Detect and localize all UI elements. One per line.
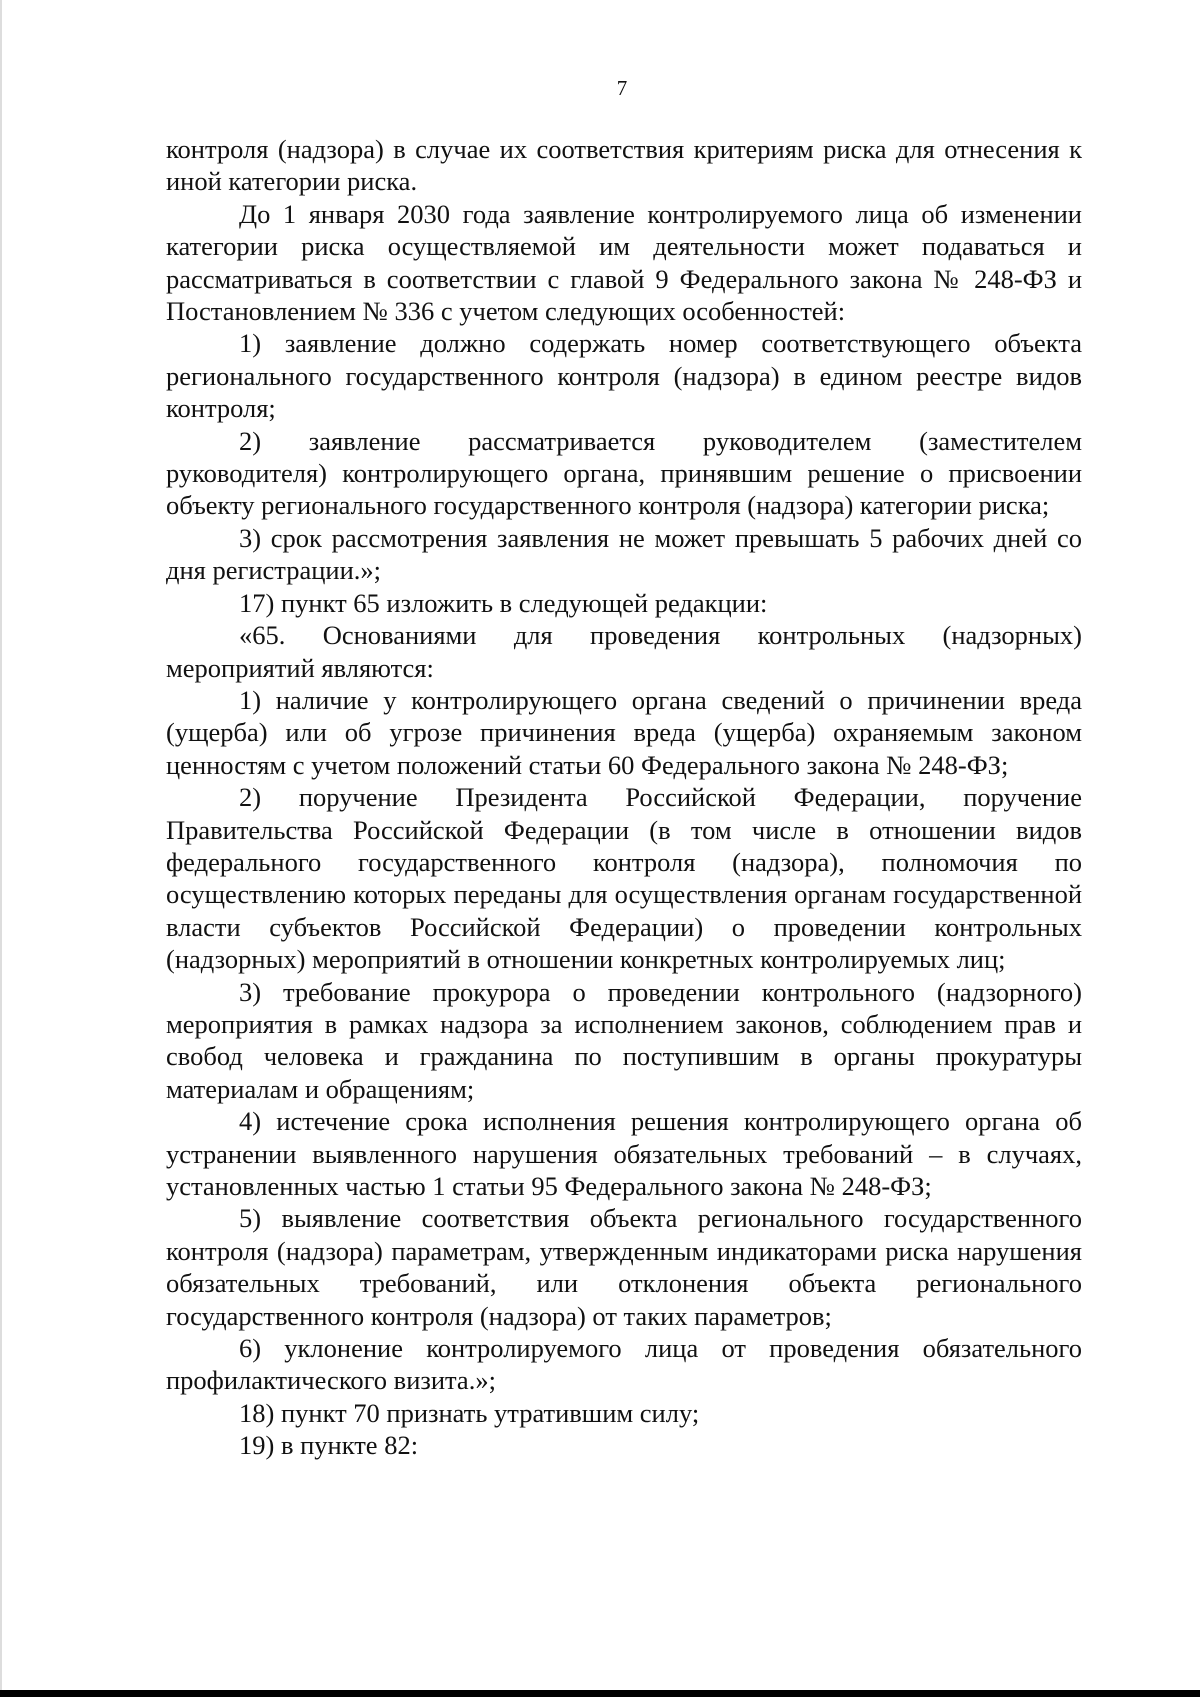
- list-item: 2) заявление рассматривается руководителем (заместителем руководителя) контролирующего органа, принявшим решение о присвоении объекту регионального государственного контроля (надзора) категории риска;: [166, 425, 1082, 521]
- amendment-item: 18) пункт 70 признать утратившим силу;: [239, 1397, 700, 1428]
- amendment-item: 19) в пункте 82:: [239, 1430, 419, 1461]
- paragraph: «65. Основаниями для проведения контрольных (надзорных) мероприятий являются:: [166, 620, 1082, 683]
- page-bottom-edge: [0, 1690, 1200, 1697]
- list-item: 2) поручение Президента Российской Федерации, поручение Правительства Российской Федерации (в том числе в отношении видов федерального государственного контроля (надзора), полномочия по осуществлению которых переданы для осуществления органам государственной власти субъектов Российской Федерации) о проведении контрольных (надзорных) мероприятий в отношении конкретных контролируемых лиц;: [166, 782, 1082, 975]
- list-item: 1) наличие у контролирующего органа сведений о причинении вреда (ущерба) или об угрозе причинения вреда (ущерба) охраняемым законом ценностям с учетом положений статьи 60 Федерального закона № 248-ФЗ;: [166, 684, 1082, 780]
- list-item: 5) выявление соответствия объекта регионального государственного контроля (надзора) параметрам, утвержденным индикаторами риска нарушения обязательных требований, или отклонения объекта регионального государственного контроля (надзора) от таких параметров;: [166, 1203, 1082, 1331]
- scan-edge: [0, 0, 2, 1690]
- list-item: 3) требование прокурора о проведении контрольного (надзорного) мероприятия в рамках надзора за исполнением законов, соблюдением прав и свобод человека и гражданина по поступившим в органы прокуратуры материалам и обращениям;: [166, 976, 1082, 1104]
- list-item: 4) истечение срока исполнения решения контролирующего органа об устранении выявленного нарушения обязательных требований – в случаях, установленных частью 1 статьи 95 Федерального закона № 248-ФЗ;: [166, 1106, 1082, 1201]
- list-item: 6) уклонение контролируемого лица от проведения обязательного профилактического визита.»;: [166, 1333, 1082, 1396]
- list-item: 3) срок рассмотрения заявления не может превышать 5 рабочих дней со дня регистрации.»;: [166, 522, 1082, 586]
- document-body: [166, 133, 1082, 1462]
- paragraph: контроля (надзора) в случае их соответствия критериям риска для отнесения к иной категории риска.: [166, 134, 1082, 197]
- page-number: 7: [616, 76, 628, 100]
- amendment-item: 17) пункт 65 изложить в следующей редакции:: [239, 587, 768, 618]
- paragraph: До 1 января 2030 года заявление контролируемого лица об изменении категории риска осуществляемой им деятельности может подаваться и рассматриваться в соответствии с главой 9 Федерального закона № 248-ФЗ и Постановлением № 336 с учетом следующих особенностей:: [166, 198, 1082, 327]
- list-item: 1) заявление должно содержать номер соответствующего объекта регионального государственного контроля (надзора) в едином реестре видов контроля;: [166, 328, 1082, 424]
